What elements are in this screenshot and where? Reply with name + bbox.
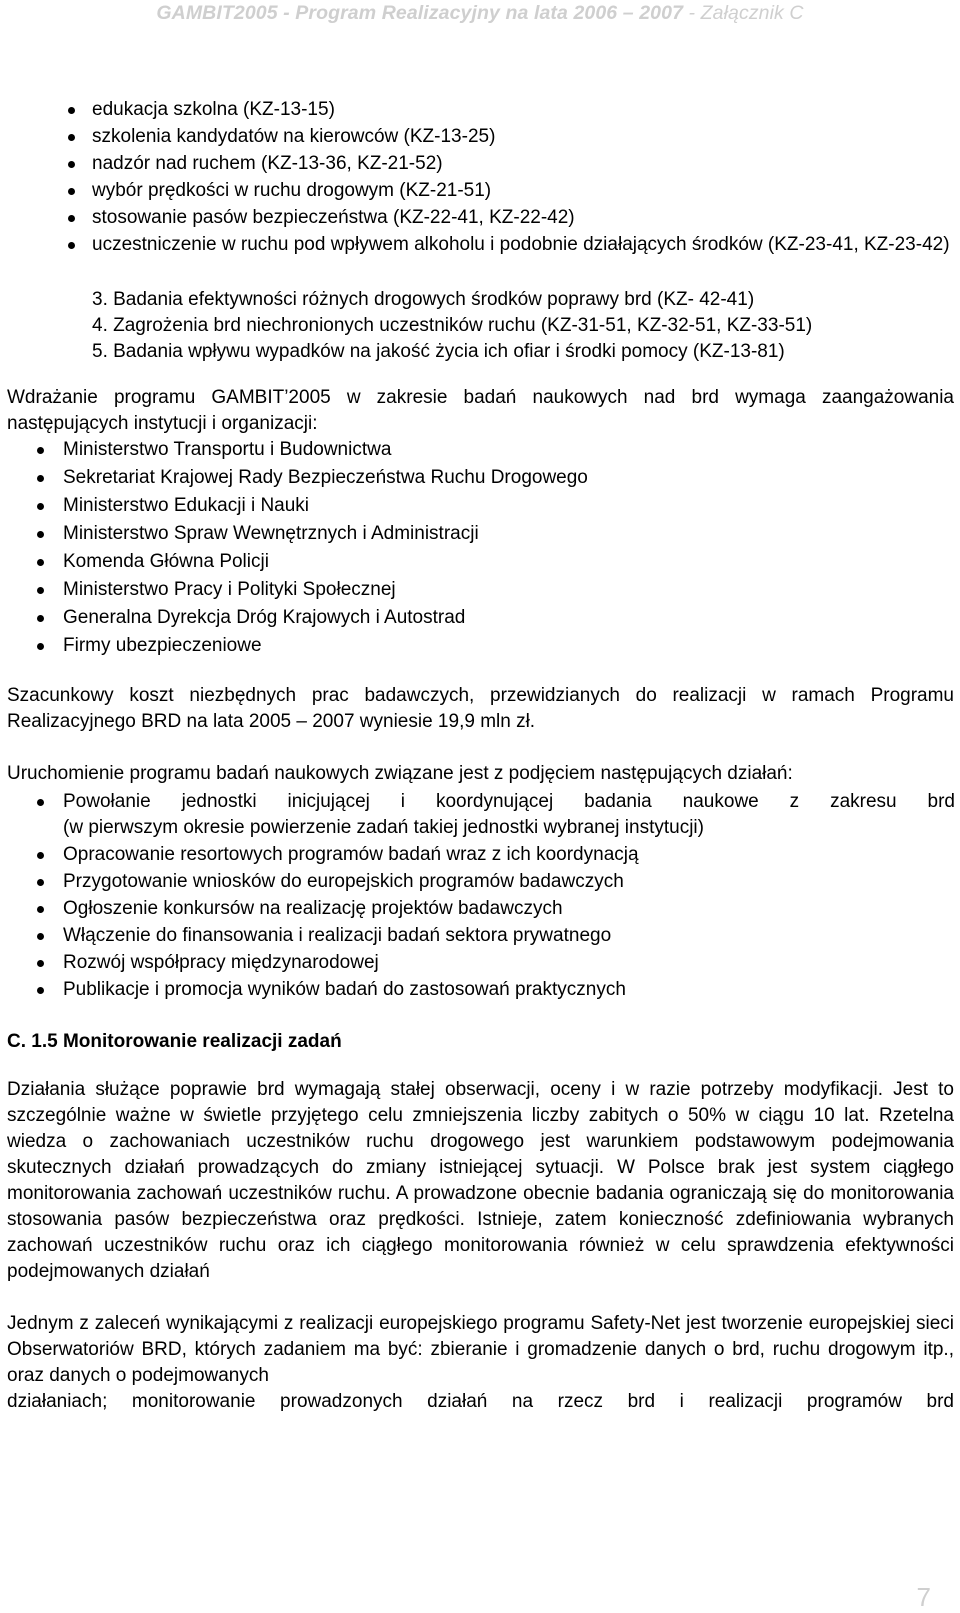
institutions-list bbox=[63, 437, 955, 661]
list-item: Włączenie do finansowania i realizacji badań sektora prywatnego bbox=[63, 923, 955, 950]
action-first-line: Powołanie jednostki inicjującej i koordynującej badania naukowe z zakresu brd bbox=[63, 791, 955, 812]
list-item: szkolenia kandydatów na kierowców (KZ-13-25) bbox=[92, 124, 954, 151]
list-item: Firmy ubezpieczeniowe bbox=[63, 633, 955, 661]
list-item bbox=[63, 789, 955, 842]
list-item: Rozwój współpracy międzynarodowej bbox=[63, 950, 955, 977]
list-item: nadzór nad ruchem (KZ-13-36, KZ-21-52) bbox=[92, 151, 954, 178]
list-item: Publikacje i promocja wyników badań do zastosowań praktycznych bbox=[63, 977, 955, 1004]
running-header-title: GAMBIT2005 - Program Realizacyjny na lata 2006 – 2007 bbox=[156, 2, 684, 24]
list-item: Komenda Główna Policji bbox=[63, 549, 955, 577]
list-item: Ministerstwo Edukacji i Nauki bbox=[63, 493, 955, 521]
list-item: stosowanie pasów bezpieczeństwa (KZ-22-41, KZ-22-42) bbox=[92, 205, 954, 232]
list-item: Opracowanie resortowych programów badań wraz z ich koordynacją bbox=[63, 842, 955, 869]
launch-paragraph: Uruchomienie programu badań naukowych związane jest z podjęciem następujących działań: bbox=[7, 763, 793, 784]
list-item: Ministerstwo Transportu i Budownictwa bbox=[63, 437, 955, 465]
list-item: Ministerstwo Pracy i Polityki Społecznej bbox=[63, 577, 955, 605]
running-header-suffix: - Załącznik C bbox=[683, 2, 804, 24]
action-first-note: (w pierwszym okresie powierzenie zadań takiej jednostki wybranej instytucji) bbox=[63, 817, 704, 838]
actions-list bbox=[63, 789, 955, 1004]
list-item: Sekretariat Krajowej Rady Bezpieczeństwa Ruchu Drogowego bbox=[63, 465, 955, 493]
monitoring-paragraph: Działania służące poprawie brd wymagają stałej obserwacji, oceny i w razie potrzeby modyfikacji. Jest to szczególnie ważne w świetle przyjętego celu zmniejszenia liczby zabitych o 50% w ciągu 10 lat. Rzetelna wiedza o zachowaniach uczestników ruchu drogowego jest warunkiem podstawowym podejmowania skutecznych działań prowadzących do zmiany istniejącej sytuacji. W Polsce brak jest system ciągłego monitorowania zachowań uczestników ruchu. A prowadzone obecnie badania ograniczają się do monitorowania stosowania pasów bezpieczeństwa oraz prędkości. Istnieje, zatem konieczność zdefiniowania wybranych zachowań uczestników ruchu oraz ich ciągłego monitorowania również w celu sprawdzenia efektywności podejmowanych działań bbox=[7, 1079, 954, 1282]
safetynet-last-line: działaniach; monitorowanie prowadzonych działań na rzecz brd i realizacji programów brd bbox=[7, 1391, 954, 1412]
numbered-item: 4. Zagrożenia brd niechronionych uczestników ruchu (KZ-31-51, KZ-32-51, KZ-33-51) bbox=[92, 315, 813, 336]
document-body bbox=[0, 97, 960, 1415]
list-item: Przygotowanie wniosków do europejskich programów badawczych bbox=[63, 869, 955, 896]
list-item: Generalna Dyrekcja Dróg Krajowych i Autostrad bbox=[63, 605, 955, 633]
cost-paragraph: Szacunkowy koszt niezbędnych prac badawczych, przewidzianych do realizacji w ramach Programu Realizacyjnego BRD na lata 2005 – 2007 wyniesie 19,9 mln zł. bbox=[7, 685, 954, 732]
list-item: edukacja szkolna (KZ-13-15) bbox=[92, 97, 954, 124]
page-number: 7 bbox=[916, 1582, 931, 1612]
research-topics-list bbox=[92, 97, 954, 285]
intro-paragraph: Wdrażanie programu GAMBIT’2005 w zakresie badań naukowych nad brd wymaga zaangażowania następujących instytucji i organizacji: bbox=[7, 387, 954, 434]
list-item: wybór prędkości w ruchu drogowym (KZ-21-51) bbox=[92, 178, 954, 205]
safetynet-paragraph bbox=[7, 1311, 954, 1415]
numbered-item: 5. Badania wpływu wypadków na jakość życia ich ofiar i środki pomocy (KZ-13-81) bbox=[92, 341, 785, 362]
list-item: uczestniczenie w ruchu pod wpływem alkoholu i podobnie działających środków (KZ-23-41, KZ-23-42) bbox=[92, 232, 954, 285]
safetynet-text: Jednym z zaleceń wynikającymi z realizacji europejskiego programu Safety-Net jest tworzenie europejskiej sieci Obserwatoriów BRD, których zadaniem ma być: zbieranie i gromadzenie danych o brd, ruchu drogowym itp., oraz danych o podejmowanych bbox=[7, 1313, 954, 1386]
numbered-list bbox=[92, 287, 954, 365]
list-item: Ogłoszenie konkursów na realizację projektów badawczych bbox=[63, 896, 955, 923]
numbered-item: 3. Badania efektywności różnych drogowych środków poprawy brd (KZ- 42-41) bbox=[92, 289, 755, 310]
section-heading: C. 1.5 Monitorowanie realizacji zadań bbox=[7, 1031, 342, 1052]
list-item: Ministerstwo Spraw Wewnętrznych i Administracji bbox=[63, 521, 955, 549]
running-header bbox=[0, 2, 960, 25]
